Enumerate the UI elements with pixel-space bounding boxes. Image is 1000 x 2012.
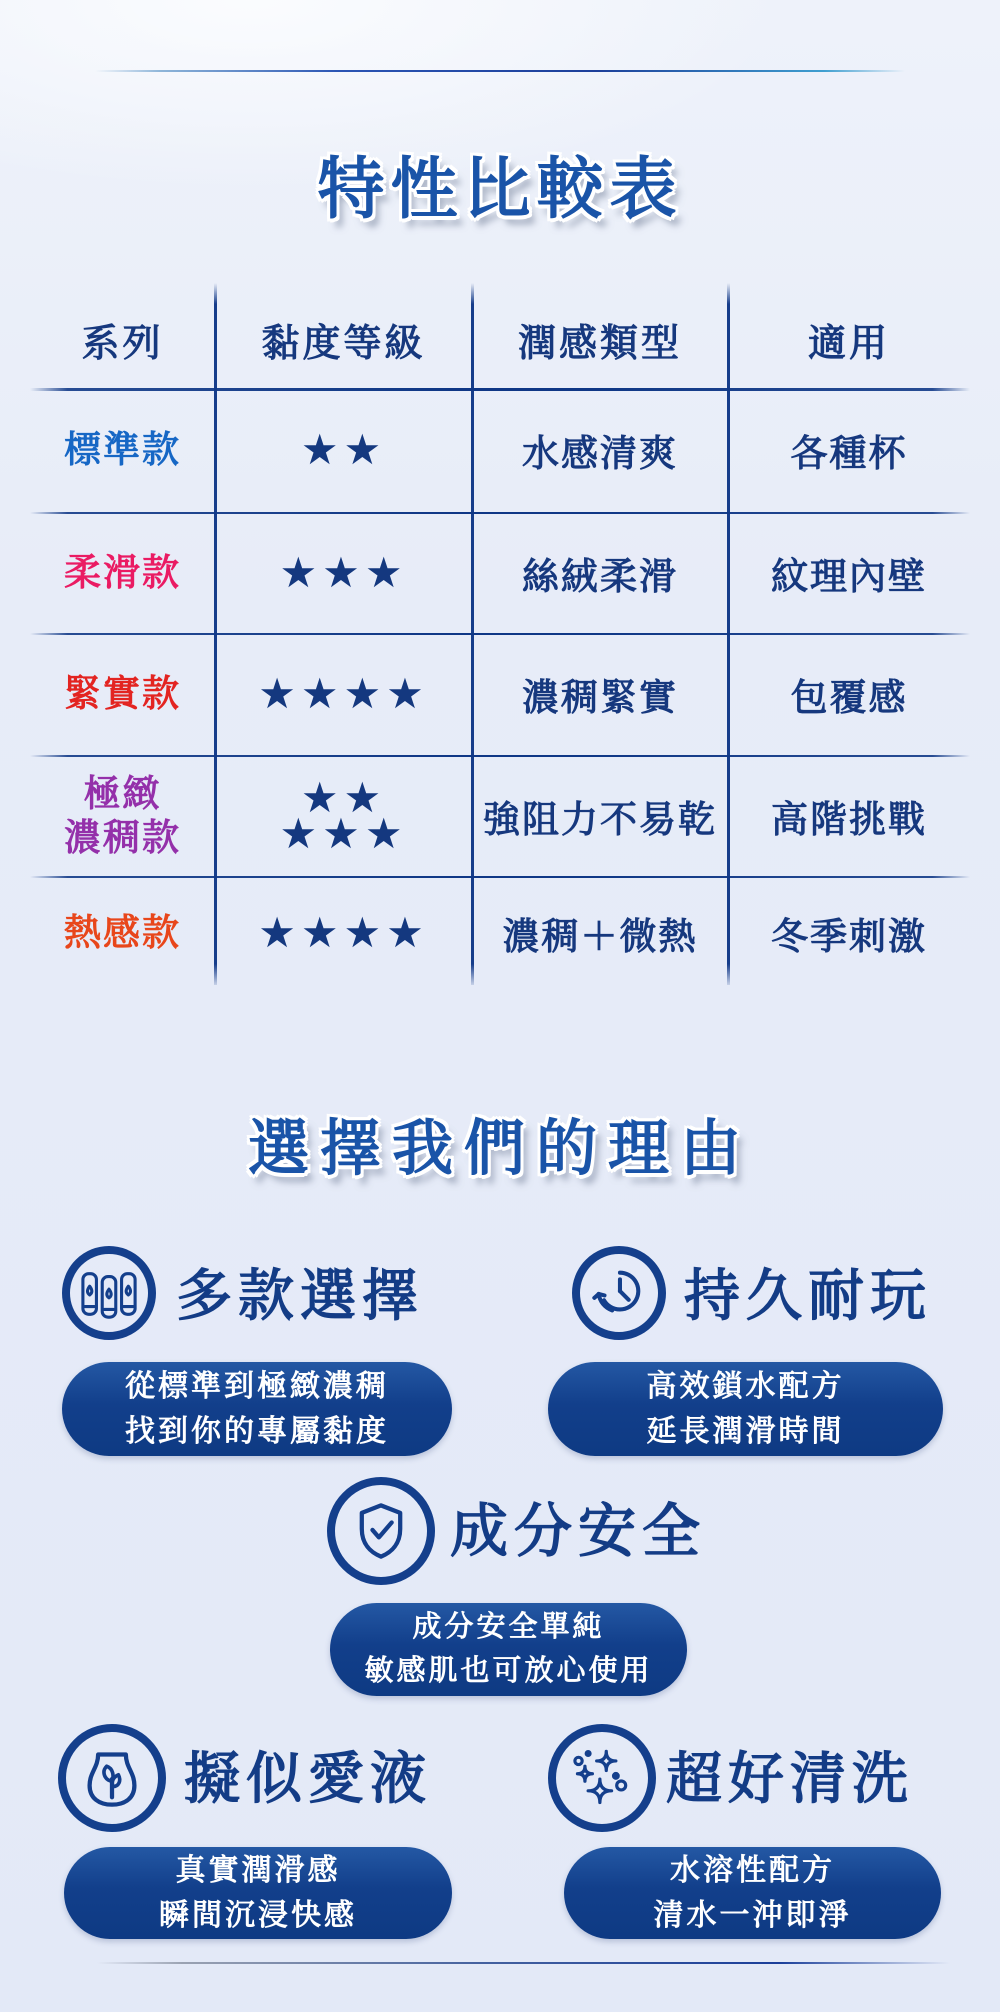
feature-pill-lifelike: 真實潤滑感 瞬間沉浸快感 [64,1847,452,1939]
feature-title-lifelike: 擬似愛液 [184,1747,432,1810]
table-row [30,635,970,753]
viscosity-stars: ★★★ [279,548,408,596]
viscosity-stars: ★★★★ [258,909,429,957]
feel-cell: 濃稠緊實 [522,677,678,718]
use-cell: 各種杯 [790,433,908,474]
table-header-row [30,292,970,386]
feature-pill-safe: 成分安全單純 敏感肌也可放心使用 [330,1603,687,1696]
feature-pill-variety: 從標準到極緻濃稠 找到你的專屬黏度 [62,1362,452,1456]
feature-title-variety: 多款選擇 [176,1264,424,1327]
col-header-series: 系列 [81,322,164,365]
feel-cell: 強阻力不易乾 [483,798,717,840]
series-name: 緊實款 [64,673,181,715]
droplet-icon [58,1724,166,1832]
col-header-feel: 潤感類型 [517,322,682,365]
use-cell: 包覆感 [790,677,908,718]
sparkles-icon [548,1724,656,1832]
feel-cell: 絲絨柔滑 [522,555,678,597]
use-cell: 冬季刺激 [771,916,927,957]
bottom-divider [97,1962,950,1964]
feature-title-longlasting: 持久耐玩 [684,1264,932,1327]
feel-cell: 濃稠＋微熱 [502,916,698,957]
series-name: 標準款 [64,429,181,471]
col-header-viscosity: 黏度等級 [261,322,426,365]
bottles-icon [62,1246,156,1340]
table-row [30,878,970,988]
series-name: 柔滑款 [64,551,181,593]
use-cell: 紋理內壁 [771,555,927,597]
table-row [30,757,970,874]
table-row [30,514,970,631]
top-divider [95,70,905,72]
col-header-use: 適用 [807,322,890,365]
clock-icon [572,1246,666,1340]
viscosity-stars: ★★ ★★★ [279,773,408,857]
reasons-title: 選擇我們的理由 [247,1114,752,1182]
feel-cell: 水感清爽 [522,433,678,474]
viscosity-stars: ★★ [300,426,387,474]
feature-pill-easyclean: 水溶性配方 清水一沖即淨 [564,1847,941,1939]
comparison-title: 特性比較表 [317,152,683,227]
feature-title-easyclean: 超好清洗 [666,1747,914,1810]
table-row [30,390,970,510]
feature-pill-longlasting: 高效鎖水配方 延長潤滑時間 [548,1362,943,1456]
viscosity-stars: ★★★★ [258,670,429,718]
series-name: 熱感款 [64,912,181,954]
feature-title-safe: 成分安全 [450,1499,707,1564]
shield-icon [327,1477,435,1585]
use-cell: 高階挑戰 [771,798,927,840]
series-name: 極緻 濃稠款 [64,772,181,858]
